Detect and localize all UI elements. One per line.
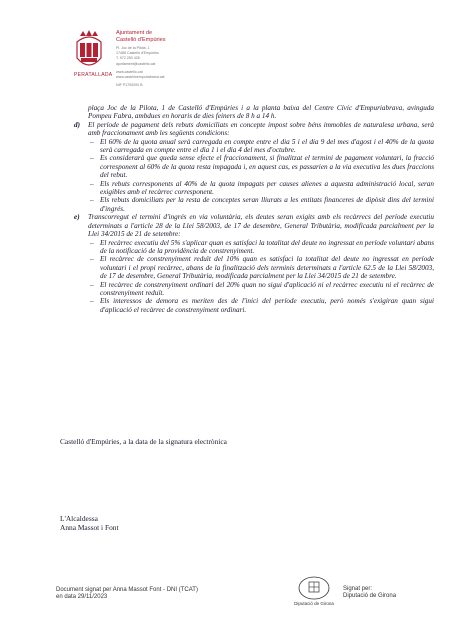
- section-d-bullet-4: Els rebuts domiciliats per la resta de conceptes seran lliurats a les entitats financeres de dipòsit dins del termini d'ingrés.: [100, 196, 434, 213]
- document-body: [74, 104, 434, 314]
- signatory-name: Anna Massot i Font: [60, 523, 119, 532]
- section-e-text: Transcorregut el termini d'ingrés en via voluntària, els deutes seran exigits amb els recàrrecs del període executiu determinats a l'article 28 de la Llei 58/2003, de 17 de desembre, General Tributària, modificada parcialment per la Llei 34/2015 de 21 de setembre:: [88, 213, 434, 239]
- org-name-line2: Castelló d'Empúries: [116, 36, 166, 43]
- section-d-letter: d): [74, 120, 80, 129]
- letterhead-text: [116, 30, 166, 88]
- section-d-text: El període de pagament dels rebuts domiciliats en concepte impost sobre béns immobles de naturalesa urbana, serà amb fraccionament amb les següents condicions:: [88, 120, 434, 138]
- website-link-2[interactable]: www.castelloempuriabrava.cat: [116, 75, 165, 80]
- address-line2: 17486 Castelló d'Empúries: [116, 51, 159, 56]
- address-line1: Pl. Joc de la Pilota, 1: [116, 46, 150, 50]
- section-e-bullet-2: El recàrrec de constrenyiment reduït del 10% quan es satisfaci la totalitat del deute no ingressat en període voluntari i el propi recàrrec, abans de la finalització dels terminis determinats a l'article 62.5 de la Llei 58/2003, de 17 de desembre, General Tributària, modificada parcialment per la Llei 34/2015 de 21 de setembre.: [100, 255, 434, 281]
- org-name-line1: Ajuntament de: [116, 30, 153, 36]
- list-item: – El recàrrec de constrenyiment ordinari del 20% quan no sigui d'aplicació ni el recàrrec executiu ni el recàrrec de constrenyiment reduït.: [90, 280, 434, 297]
- intro-paragraph: plaça Joc de la Pilota, 1 de Castelló d'Empúries i a la planta baixa del Centre Cívic d'Empuriabrava, avinguda Pompeu Fabra, ambdues en horaris de dies feiners de 8 h a 14 h.: [88, 104, 434, 121]
- list-item: – El recàrrec executiu del 5% s'aplicar quan es satisfaci la totalitat del deute no ingressat en període voluntari abans de la notificació de la providència de constrenyiment.: [90, 238, 434, 255]
- crest-label: PERATALLADA: [74, 72, 113, 78]
- signature-entity: [343, 586, 396, 600]
- section-e-bullet-3: El recàrrec de constrenyiment ordinari del 20% quan no sigui d'aplicació ni el recàrrec executiu ni el recàrrec de constrenyiment reduït.: [100, 280, 434, 297]
- section-d-bullet-3: Els rebuts corresponents al 40% de la quota impagats per causes alienes a aquesta administració local, seran exigibles amb el recàrrec corresponent.: [100, 179, 434, 197]
- list-item: – El recàrrec de constrenyiment reduït del 10% quan es satisfaci la totalitat del deute no ingressat en període voluntari i el propi recàrrec, abans de la finalització dels terminis determinats a l'article 62.5 de la Llei 58/2003, de 17 de desembre, General Tributària, modificada parcialment per la Llei 34/2015 de 21 de setembre.: [90, 255, 434, 281]
- signatory-role: L'Alcaldessa: [60, 514, 98, 523]
- seal-label: Diputació de Girona: [294, 601, 334, 606]
- signed-entity-name: Diputació de Girona: [343, 593, 397, 599]
- list-item: – Els rebuts corresponents al 40% de la quota impagats per causes alienes a aquesta administració local, seran exigibles amb el recàrrec corresponent.: [90, 179, 434, 197]
- signed-date-text: en data 29/11/2023: [56, 594, 108, 600]
- signed-per-label: Signat per:: [343, 586, 373, 592]
- section-e: [74, 213, 434, 314]
- list-item: – Es considerarà que queda sense efecte el fraccionament, si finalitzat el termini de pagament voluntari, la fracció corresponent al 60% de la quota resta impagada i, en aquest cas, es passarien a la via executiva les dues fraccions del rebut.: [90, 154, 434, 180]
- signed-by-text: Document signat per Anna Massot Font - DNI (TCAT): [56, 587, 198, 593]
- section-d-bullet-2: Es considerarà que queda sense efecte el fraccionament, si finalitzat el termini de pagament voluntari, la fracció corresponent al 60% de la quota resta impagada i, en aquest cas, es passarien a la via executiva les dues fraccions del rebut.: [100, 154, 434, 180]
- list-item: – Els interessos de demora es meriten des de l'inici del període executiu, però només s'exigiran quan sigui d'aplicació el recàrrec de constrenyiment ordinari.: [90, 297, 434, 314]
- section-d: [74, 121, 434, 213]
- website-link-1[interactable]: www.castello.cat: [116, 69, 143, 74]
- list-item: – El 60% de la quota anual serà carregada en compte entre el dia 5 i el dia 9 del mes d'agost i el 40% de la quota serà carregada en compte entre el dia 1 i el dia 4 del mes d'octubre.: [90, 137, 434, 155]
- section-e-bullet-1: El recàrrec executiu del 5% s'aplicar quan es satisfaci la totalitat del deute no ingressat en període voluntari abans de la notificació de la providència de constrenyiment.: [100, 238, 434, 255]
- email-link[interactable]: ajuntament@castello.cat: [116, 61, 156, 66]
- section-d-bullet-1: El 60% de la quota anual serà carregada en compte entre el dia 5 i el dia 9 del mes d'agost i el 40% de la quota serà carregada en compte entre el dia 1 i el dia 4 del mes d'octubre.: [100, 137, 434, 155]
- nif: NIF P1705200 B: [116, 83, 143, 88]
- section-e-bullet-4: Els interessos de demora es meriten des de l'inici del període executiu, però només s'exigiran quan sigui d'aplicació el recàrrec de constrenyiment ordinari.: [100, 297, 434, 314]
- phone: T. 972 250 426: [116, 56, 140, 61]
- section-e-letter: e): [74, 213, 80, 222]
- closing-line: Castelló d'Empúries, a la data de la signatura electrònica: [60, 437, 227, 446]
- list-item: – Els rebuts domiciliats per la resta de conceptes seran lliurats a les entitats financeres de dipòsit dins del termini d'ingrés.: [90, 196, 434, 213]
- signature-footer: [56, 587, 198, 601]
- letterhead: [72, 28, 272, 98]
- diputacio-seal-icon: [293, 573, 335, 607]
